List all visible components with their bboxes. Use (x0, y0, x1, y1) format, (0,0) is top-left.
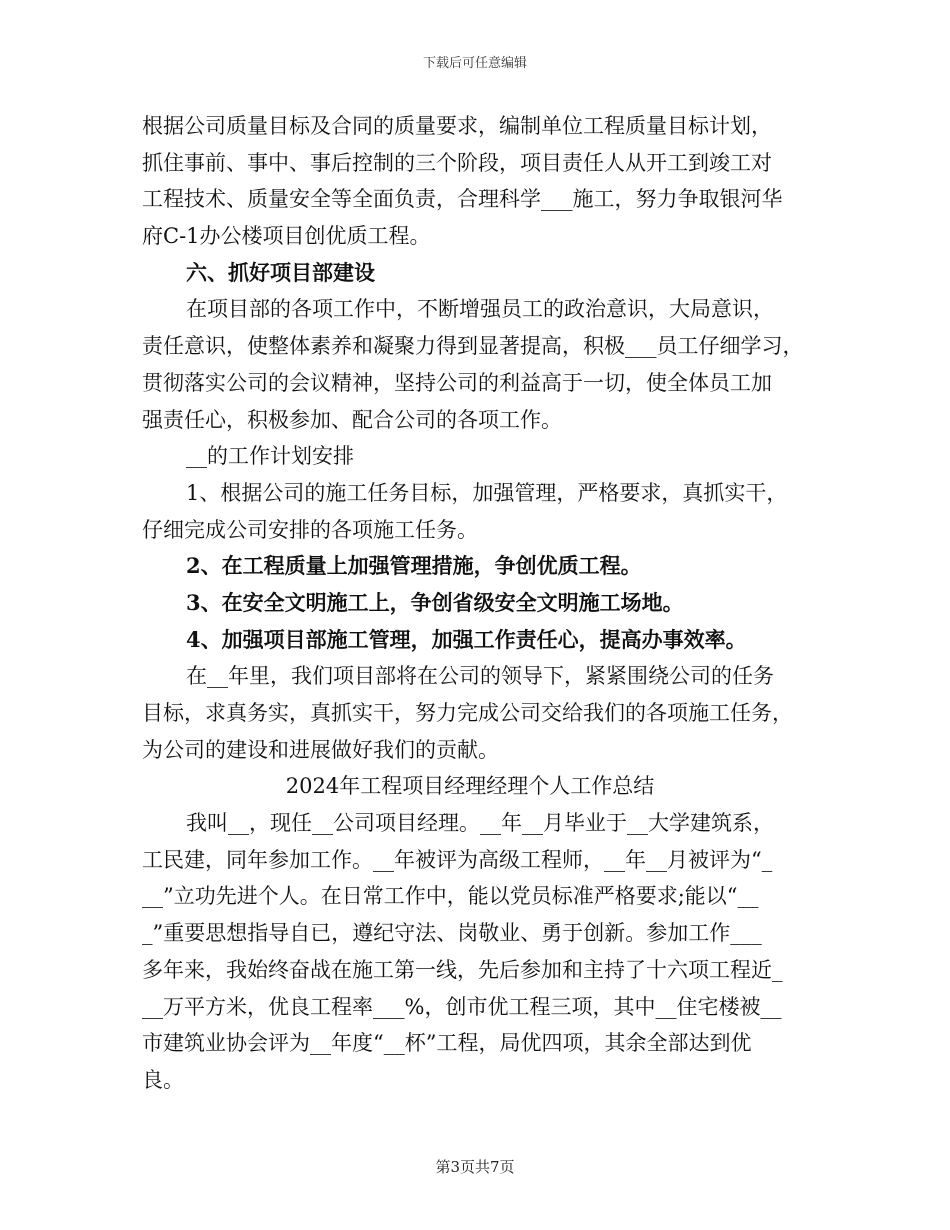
section-heading: 六、抓好项目部建设 (186, 259, 375, 285)
body-line: 在__年里，我们项目部将在公司的领导下，紧紧围绕公司的任务 (186, 664, 774, 689)
plan-item: 4、加强项目部施工管理，加强工作责任心，提高办事效率。 (186, 626, 747, 652)
body-line: 根据公司质量目标及合同的质量要求，编制单位工程质量目标计划， (142, 114, 772, 138)
body-line: 1、根据公司的施工任务目标，加强管理，严格要求，真抓实干， (186, 480, 788, 505)
body-line: __”立功先进个人。在日常工作中，能以党员标准严格要求;能以“__ (142, 884, 759, 909)
body-line: 在项目部的各项工作中，不断增强员工的政治意识，大局意识， (186, 297, 774, 322)
document-body (142, 108, 822, 1099)
body-line: 工程技术、质量安全等全面负责，合理科学___施工，努力争取银河华 (142, 187, 783, 212)
page-header-note: 下载后可任意编辑 (422, 56, 527, 71)
plan-item: 2、在工程质量上加强管理措施，争创优质工程。 (186, 553, 642, 579)
body-line: 抓住事前、事中、事后控制的三个阶段，项目责任人从开工到竣工对 (142, 150, 772, 175)
body-line: 市建筑业协会评为__年度“__杯”工程，局优四项，其余全部达到优 (142, 1031, 752, 1056)
body-line: 目标，求真务实，真抓实干，努力完成公司交给我们的各项施工任务， (142, 701, 793, 725)
document-title: 2024年工程项目经理经理个人工作总结 (285, 774, 655, 799)
body-line: _”重要思想指导自已，遵纪守法、岗敬业、勇于创新。参加工作___ (142, 921, 762, 946)
body-line: 强责任心，积极参加、配合公司的各项工作。 (142, 407, 562, 432)
subheading: __的工作计划安排 (186, 444, 354, 469)
page-number: 第3页共7页 (435, 1158, 515, 1176)
body-line: 责任意识，使整体素养和凝聚力得到显著提高，积极___员工仔细学习， (142, 334, 804, 359)
body-line: 多年来，我始终奋战在施工第一线，先后参加和主持了十六项工程近_ (142, 957, 783, 982)
body-line: 我叫__，现任__公司项目经理。__年__月毕业于__大学建筑系， (186, 811, 774, 836)
body-line: 良。 (142, 1067, 184, 1092)
body-line: 为公司的建设和进展做好我们的贡献。 (142, 737, 499, 762)
body-line: 贯彻落实公司的会议精神，坚持公司的利益高于一切，使全体员工加 (142, 370, 772, 395)
plan-item: 3、在安全文明施工上，争创省级安全文明施工场地。 (186, 589, 684, 615)
body-line: 工民建，同年参加工作。__年被评为高级工程师，__年__月被评为“_ (142, 847, 773, 872)
body-line: 府C-1办公楼项目创优质工程。 (142, 224, 431, 249)
body-line: __万平方米，优良工程率___%，创市优工程三项，其中__住宅楼被__ (142, 994, 782, 1019)
body-line: 仔细完成公司安排的各项施工任务。 (142, 517, 478, 542)
